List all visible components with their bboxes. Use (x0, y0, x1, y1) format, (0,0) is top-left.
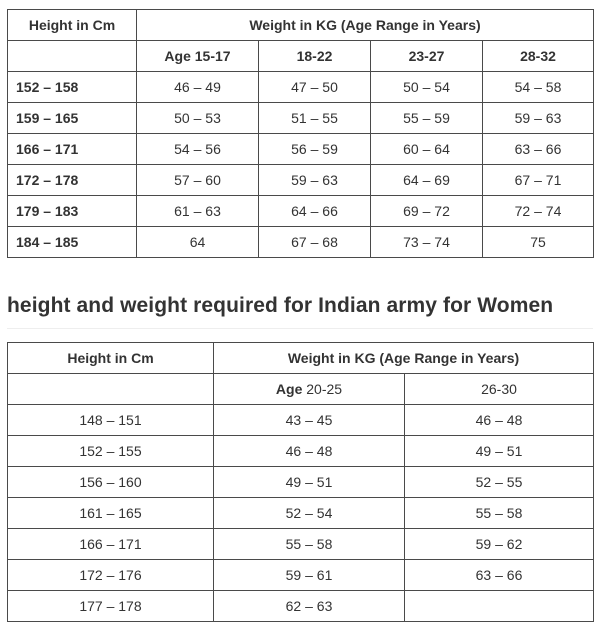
men-weight-cell: 64 – 69 (371, 165, 483, 196)
men-weight-cell: 73 – 74 (371, 227, 483, 258)
table-row (8, 165, 594, 196)
table-row (8, 134, 594, 165)
women-weight-cell: 46 – 48 (214, 436, 405, 467)
men-weight-cell: 50 – 53 (137, 103, 259, 134)
women-weight-cell: 49 – 51 (405, 436, 594, 467)
men-weight-cell: 72 – 74 (483, 196, 594, 227)
men-weight-cell: 59 – 63 (259, 165, 371, 196)
table-row (8, 560, 594, 591)
men-age-column: 23-27 (371, 41, 483, 72)
women-height-cell: 177 – 178 (8, 591, 214, 622)
table-row (8, 498, 594, 529)
men-weight-cell: 54 – 56 (137, 134, 259, 165)
women-weight-cell: 59 – 61 (214, 560, 405, 591)
men-weight-cell: 63 – 66 (483, 134, 594, 165)
men-age-column: 28-32 (483, 41, 594, 72)
men-weight-cell: 67 – 71 (483, 165, 594, 196)
women-weight-cell: 52 – 54 (214, 498, 405, 529)
age-range-label: 20-25 (306, 381, 343, 397)
men-age-column: Age 15-17 (137, 41, 259, 72)
men-height-header: Height in Cm (8, 10, 137, 41)
women-section-heading: height and weight required for Indian army for Women (7, 294, 554, 317)
men-weight-cell: 57 – 60 (137, 165, 259, 196)
table-row (8, 405, 594, 436)
men-height-cell: 159 – 165 (8, 103, 137, 134)
table-row (8, 529, 594, 560)
women-weight-cell: 63 – 66 (405, 560, 594, 591)
men-weight-header: Weight in KG (Age Range in Years) (137, 10, 594, 41)
women-weight-cell: 62 – 63 (214, 591, 405, 622)
men-age-column: 18-22 (259, 41, 371, 72)
men-weight-cell: 46 – 49 (137, 72, 259, 103)
table-row (8, 103, 594, 134)
women-age-row-blank (8, 374, 214, 405)
men-weight-cell: 64 (137, 227, 259, 258)
men-age-row-blank (8, 41, 137, 72)
women-weight-cell: 43 – 45 (214, 405, 405, 436)
men-weight-cell: 69 – 72 (371, 196, 483, 227)
women-height-header: Height in Cm (8, 343, 214, 374)
women-weight-cell: 55 – 58 (405, 498, 594, 529)
women-height-cell: 172 – 176 (8, 560, 214, 591)
men-height-cell: 166 – 171 (8, 134, 137, 165)
women-weight-cell: 49 – 51 (214, 467, 405, 498)
women-age-column (214, 374, 405, 405)
men-weight-cell: 47 – 50 (259, 72, 371, 103)
women-age-column: 26-30 (405, 374, 594, 405)
table-row (8, 196, 594, 227)
men-height-cell: 172 – 178 (8, 165, 137, 196)
table-row (8, 436, 594, 467)
men-weight-cell: 54 – 58 (483, 72, 594, 103)
women-weight-cell: 55 – 58 (214, 529, 405, 560)
women-weight-cell: 59 – 62 (405, 529, 594, 560)
men-weight-cell: 50 – 54 (371, 72, 483, 103)
men-weight-cell: 64 – 66 (259, 196, 371, 227)
women-height-weight-table (7, 342, 594, 622)
men-height-cell: 179 – 183 (8, 196, 137, 227)
men-weight-cell: 55 – 59 (371, 103, 483, 134)
table-row (8, 467, 594, 498)
men-weight-cell: 56 – 59 (259, 134, 371, 165)
women-weight-cell: 52 – 55 (405, 467, 594, 498)
men-weight-cell: 51 – 55 (259, 103, 371, 134)
heading-divider (7, 328, 593, 329)
men-weight-cell: 61 – 63 (137, 196, 259, 227)
women-height-cell: 152 – 155 (8, 436, 214, 467)
table-row (8, 591, 594, 622)
women-header-row (8, 343, 594, 374)
women-weight-cell-empty (405, 591, 594, 622)
women-age-row (8, 374, 594, 405)
women-height-cell: 148 – 151 (8, 405, 214, 436)
men-weight-cell: 67 – 68 (259, 227, 371, 258)
women-weight-cell: 46 – 48 (405, 405, 594, 436)
table-row (8, 72, 594, 103)
men-height-cell: 184 – 185 (8, 227, 137, 258)
women-height-cell: 161 – 165 (8, 498, 214, 529)
age-prefix-label: Age (275, 381, 303, 397)
men-age-row (8, 41, 594, 72)
women-height-cell: 166 – 171 (8, 529, 214, 560)
men-weight-cell: 60 – 64 (371, 134, 483, 165)
table-row (8, 227, 594, 258)
women-weight-header: Weight in KG (Age Range in Years) (214, 343, 594, 374)
men-header-row (8, 10, 594, 41)
women-height-cell: 156 – 160 (8, 467, 214, 498)
men-height-cell: 152 – 158 (8, 72, 137, 103)
men-height-weight-table (7, 9, 594, 258)
men-weight-cell: 75 (483, 227, 594, 258)
men-weight-cell: 59 – 63 (483, 103, 594, 134)
